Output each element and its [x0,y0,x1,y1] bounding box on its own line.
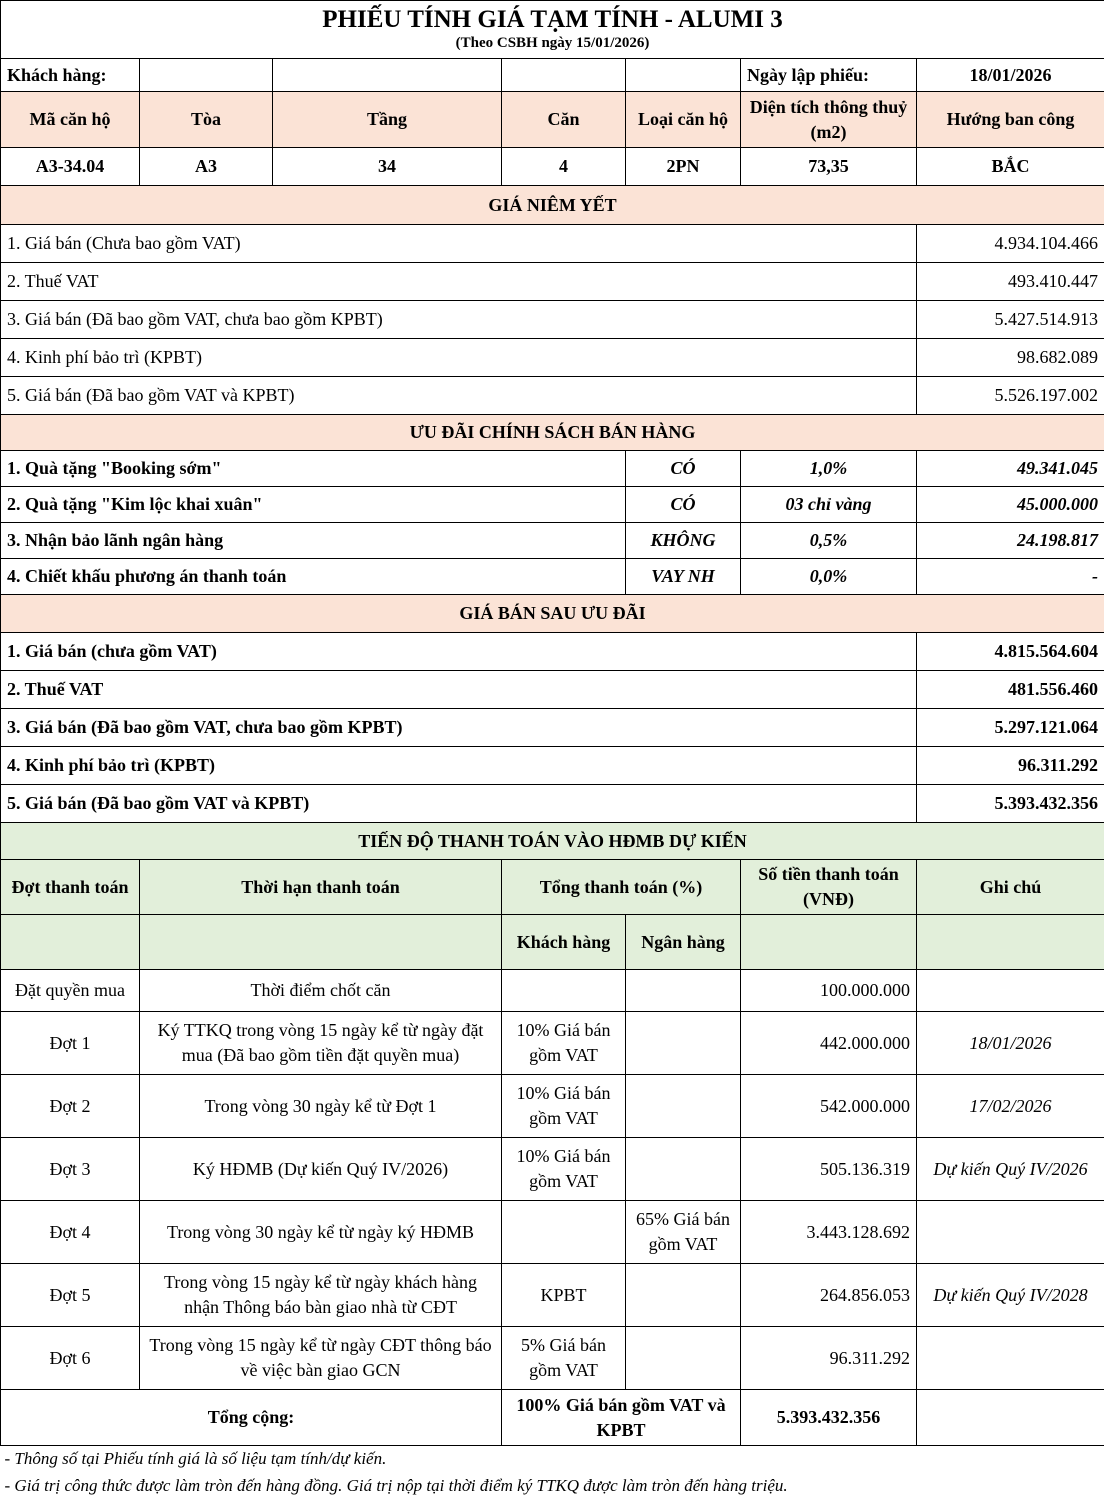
incentive-rate: 0,0% [741,559,917,595]
schedule-deadline: Trong vòng 30 ngày kể từ Đợt 1 [140,1075,502,1138]
blank-cell [502,59,626,92]
schedule-deadline: Trong vòng 30 ngày kể từ ngày ký HĐMB [140,1201,502,1264]
unit-tower: A3 [140,148,273,186]
unit-header: Tầng [273,92,502,148]
total-amount: 5.393.432.356 [741,1390,917,1446]
incentive-status: CÓ [626,487,741,523]
schedule-phase: Đợt 6 [1,1327,140,1390]
schedule-header-phase: Đợt thanh toán [1,860,140,915]
final-price-label: 4. Kinh phí bảo trì (KPBT) [1,747,917,785]
unit-header: Diện tích thông thuỷ (m2) [741,92,917,148]
incentive-label: 2. Quà tặng "Kim lộc khai xuân" [1,487,626,523]
incentive-value: 24.198.817 [917,523,1104,559]
schedule-header-note: Ghi chú [917,860,1104,915]
schedule-header-total: Tổng thanh toán (%) [502,860,741,915]
schedule-note [917,1201,1104,1264]
unit-header: Tòa [140,92,273,148]
schedule-amount: 264.856.053 [741,1264,917,1327]
final-price-value: 96.311.292 [917,747,1104,785]
schedule-header-customer: Khách hàng [502,915,626,970]
final-price-label: 2. Thuế VAT [1,671,917,709]
schedule-phase: Đợt 3 [1,1138,140,1201]
schedule-amount: 442.000.000 [741,1012,917,1075]
schedule-bank-pct [626,1012,741,1075]
schedule-customer-pct: 5% Giá bán gồm VAT [502,1327,626,1390]
schedule-amount: 3.443.128.692 [741,1201,917,1264]
schedule-customer-pct: KPBT [502,1264,626,1327]
incentive-status: CÓ [626,451,741,487]
incentive-status: KHÔNG [626,523,741,559]
schedule-phase: Đợt 5 [1,1264,140,1327]
list-price-label: 4. Kinh phí bảo trì (KPBT) [1,339,917,377]
schedule-note: 17/02/2026 [917,1075,1104,1138]
incentive-rate: 1,0% [741,451,917,487]
schedule-deadline: Thời điểm chốt căn [140,970,502,1012]
section-final-price: GIÁ BÁN SAU ƯU ĐÃI [1,595,1104,633]
final-price-label: 1. Giá bán (chưa gồm VAT) [1,633,917,671]
unit-header: Hướng ban công [917,92,1104,148]
section-list-price: GIÁ NIÊM YẾT [1,186,1104,225]
list-price-label: 1. Giá bán (Chưa bao gồm VAT) [1,225,917,263]
schedule-bank-pct: 65% Giá bán gồm VAT [626,1201,741,1264]
schedule-customer-pct [502,970,626,1012]
list-price-value: 4.934.104.466 [917,225,1104,263]
schedule-customer-pct: 10% Giá bán gồm VAT [502,1012,626,1075]
date-label: Ngày lập phiếu: [741,59,917,92]
schedule-customer-pct [502,1201,626,1264]
total-label: Tổng cộng: [1,1390,502,1446]
unit-header: Loại căn hộ [626,92,741,148]
list-price-label: 5. Giá bán (Đã bao gồm VAT và KPBT) [1,377,917,415]
schedule-deadline: Trong vòng 15 ngày kể từ ngày CĐT thông báo về việc bàn giao GCN [140,1327,502,1390]
list-price-value: 98.682.089 [917,339,1104,377]
list-price-value: 493.410.447 [917,263,1104,301]
unit-type: 2PN [626,148,741,186]
final-price-value: 5.393.432.356 [917,785,1104,823]
blank-cell [1,915,140,970]
incentive-label: 4. Chiết khấu phương án thanh toán [1,559,626,595]
unit-header: Mã căn hộ [1,92,140,148]
schedule-header-amount: Số tiền thanh toán (VNĐ) [741,860,917,915]
sheet-subtitle: (Theo CSBH ngày 15/01/2026) [1,35,1104,59]
schedule-deadline: Ký TTKQ trong vòng 15 ngày kể từ ngày đặt mua (Đã bao gồm tiền đặt quyền mua) [140,1012,502,1075]
unit-code: A3-34.04 [1,148,140,186]
final-price-value: 5.297.121.064 [917,709,1104,747]
schedule-bank-pct [626,1327,741,1390]
final-price-label: 5. Giá bán (Đã bao gồm VAT và KPBT) [1,785,917,823]
incentive-value: 45.000.000 [917,487,1104,523]
unit-floor: 34 [273,148,502,186]
schedule-customer-pct: 10% Giá bán gồm VAT [502,1138,626,1201]
schedule-header-deadline: Thời hạn thanh toán [140,860,502,915]
schedule-phase: Đợt 4 [1,1201,140,1264]
list-price-label: 2. Thuế VAT [1,263,917,301]
blank-cell [140,915,502,970]
schedule-deadline: Trong vòng 15 ngày kể từ ngày khách hàng nhận Thông báo bàn giao nhà từ CĐT [140,1264,502,1327]
list-price-value: 5.526.197.002 [917,377,1104,415]
schedule-phase: Đợt 2 [1,1075,140,1138]
schedule-customer-pct: 10% Giá bán gồm VAT [502,1075,626,1138]
customer-label: Khách hàng: [1,59,140,92]
schedule-bank-pct [626,970,741,1012]
schedule-amount: 96.311.292 [741,1327,917,1390]
section-schedule: TIẾN ĐỘ THANH TOÁN VÀO HĐMB DỰ KIẾN [1,823,1104,860]
schedule-amount: 542.000.000 [741,1075,917,1138]
schedule-header-bank: Ngân hàng [626,915,741,970]
schedule-phase: Đợt 1 [1,1012,140,1075]
schedule-note: Dự kiến Quý IV/2028 [917,1264,1104,1327]
schedule-amount: 505.136.319 [741,1138,917,1201]
footnote: - Thông số tại Phiếu tính giá là số liệu tạm tính/dự kiến. [4,1449,387,1469]
schedule-bank-pct [626,1264,741,1327]
date-value: 18/01/2026 [917,59,1104,92]
schedule-note [917,1327,1104,1390]
blank-cell [741,915,917,970]
final-price-label: 3. Giá bán (Đã bao gồm VAT, chưa bao gồm KPBT) [1,709,917,747]
unit-area: 73,35 [741,148,917,186]
incentive-label: 3. Nhận bảo lãnh ngân hàng [1,523,626,559]
unit-direction: BẮC [917,148,1104,186]
incentive-rate: 0,5% [741,523,917,559]
schedule-phase: Đặt quyền mua [1,970,140,1012]
customer-value [140,59,273,92]
schedule-note: 18/01/2026 [917,1012,1104,1075]
schedule-bank-pct [626,1138,741,1201]
unit-header: Căn [502,92,626,148]
sheet-title: PHIẾU TÍNH GIÁ TẠM TÍNH - ALUMI 3 [1,1,1104,35]
footnote: - Giá trị công thức được làm tròn đến hàng đồng. Giá trị nộp tại thời điểm ký TTKQ được làm tròn đến hàng triệu. [4,1475,788,1495]
incentive-rate: 03 chỉ vàng [741,487,917,523]
schedule-note [917,970,1104,1012]
incentive-value: 49.341.045 [917,451,1104,487]
unit-number: 4 [502,148,626,186]
list-price-label: 3. Giá bán (Đã bao gồm VAT, chưa bao gồm KPBT) [1,301,917,339]
final-price-value: 4.815.564.604 [917,633,1104,671]
schedule-amount: 100.000.000 [741,970,917,1012]
blank-cell [917,1390,1104,1446]
list-price-value: 5.427.514.913 [917,301,1104,339]
blank-cell [626,59,741,92]
total-pct: 100% Giá bán gồm VAT và KPBT [502,1390,741,1446]
incentive-value: - [917,559,1104,595]
final-price-value: 481.556.460 [917,671,1104,709]
schedule-deadline: Ký HĐMB (Dự kiến Quý IV/2026) [140,1138,502,1201]
blank-cell [273,59,502,92]
incentive-status: VAY NH [626,559,741,595]
incentive-label: 1. Quà tặng "Booking sớm" [1,451,626,487]
schedule-note: Dự kiến Quý IV/2026 [917,1138,1104,1201]
blank-cell [917,915,1104,970]
section-incentives: ƯU ĐÃI CHÍNH SÁCH BÁN HÀNG [1,415,1104,451]
schedule-bank-pct [626,1075,741,1138]
